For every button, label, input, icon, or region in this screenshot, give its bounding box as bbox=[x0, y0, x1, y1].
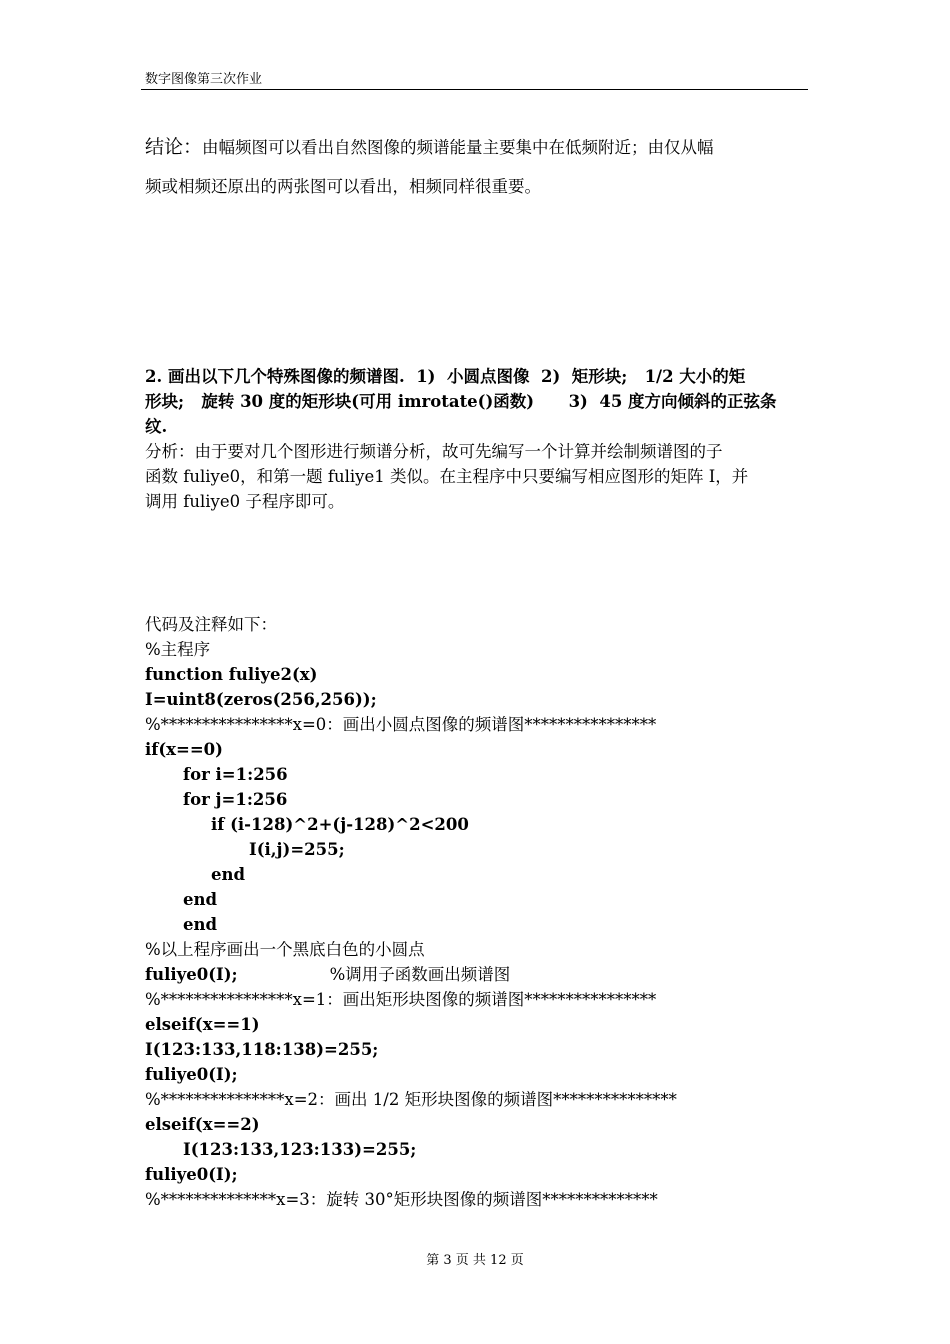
page-number: 第 3 页 共 12 页 bbox=[426, 1253, 524, 1268]
code-comment: %****************x=0：画出小圆点图像的频谱图**************** bbox=[145, 715, 657, 734]
conclusion-paragraph bbox=[145, 128, 810, 206]
code-comment: %调用子函数画出频谱图 bbox=[329, 965, 511, 984]
conclusion-line-1: 结论：由幅频图可以看出自然图像的频谱能量主要集中在低频附近；由仅从幅 bbox=[145, 136, 714, 158]
code-line: I(123:133,123:133)=255; bbox=[183, 1140, 417, 1159]
code-line: fuliye0(I); bbox=[145, 1165, 238, 1184]
code-line: elseif(x==2) bbox=[145, 1115, 260, 1134]
code-listing bbox=[145, 612, 810, 1212]
code-line: I=uint8(zeros(256,256)); bbox=[145, 690, 377, 709]
page-header: 数字图像第三次作业 bbox=[145, 72, 263, 87]
code-comment: %**************x=3：旋转 30°矩形块图像的频谱图************** bbox=[145, 1190, 658, 1209]
code-line: end bbox=[183, 915, 218, 934]
code-line: function fuliye2(x) bbox=[145, 665, 318, 684]
code-intro: 代码及注释如下： bbox=[145, 615, 277, 634]
code-line: if (i-128)^2+(j-128)^2<200 bbox=[211, 815, 469, 834]
code-comment: %主程序 bbox=[145, 640, 211, 659]
code-line: end bbox=[183, 890, 218, 909]
analysis-line-3: 调用 fuliye0 子程序即可。 bbox=[145, 492, 345, 511]
analysis-line-1: 分析：由于要对几个图形进行频谱分析，故可先编写一个计算并绘制频谱图的子 bbox=[145, 442, 723, 461]
section-2 bbox=[145, 364, 810, 514]
code-line: elseif(x==1) bbox=[145, 1015, 260, 1034]
code-comment: %****************x=1：画出矩形块图像的频谱图**************** bbox=[145, 990, 657, 1009]
analysis-line-2: 函数 fuliye0，和第一题 fuliye1 类似。在主程序中只要编写相应图形的矩阵 I，并 bbox=[145, 467, 749, 486]
code-line: fuliye0(I); bbox=[145, 1065, 238, 1084]
section-2-question-line-2: 形块; 旋转 30 度的矩形块(可用 imrotate()函数) 3) 45 度方向倾斜的正弦条 bbox=[145, 392, 777, 411]
code-comment: %***************x=2：画出 1/2 矩形块图像的频谱图*************** bbox=[145, 1090, 677, 1109]
code-line: if(x==0) bbox=[145, 740, 223, 759]
code-line: fuliye0(I); %调用子函数画出频谱图 bbox=[145, 965, 511, 984]
code-line: I(123:133,118:138)=255; bbox=[145, 1040, 379, 1059]
code-line: I(i,j)=255; bbox=[249, 840, 345, 859]
section-2-question-line-3: 纹. bbox=[145, 417, 168, 436]
code-line: for i=1:256 bbox=[183, 765, 288, 784]
header-rule bbox=[141, 89, 808, 90]
code-comment: %以上程序画出一个黑底白色的小圆点 bbox=[145, 940, 425, 959]
conclusion-label: 结论： bbox=[145, 136, 203, 158]
conclusion-line-2: 频或相频还原出的两张图可以看出，相频同样很重要。 bbox=[145, 177, 541, 196]
code-line: end bbox=[211, 865, 246, 884]
code-line: for j=1:256 bbox=[183, 790, 288, 809]
section-2-question-line-1: 2. 画出以下几个特殊图像的频谱图. 1) 小圆点图像 2) 矩形块; 1/2 大小的矩 bbox=[145, 367, 746, 386]
